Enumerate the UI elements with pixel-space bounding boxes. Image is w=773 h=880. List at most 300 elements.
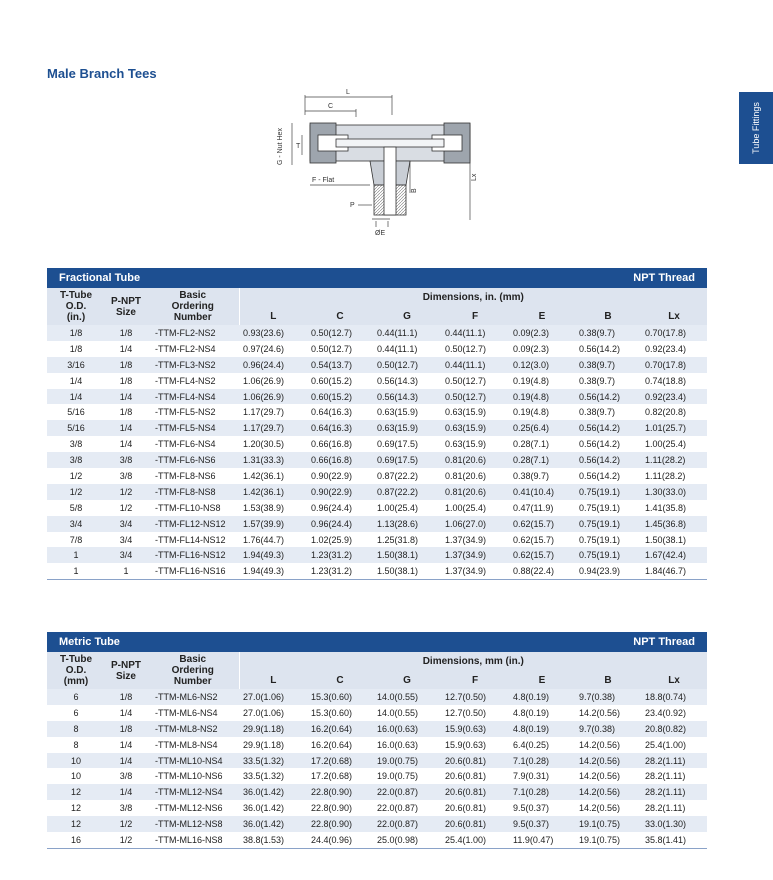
table-row bbox=[47, 721, 707, 737]
table-cell: 33.5(1.32) bbox=[239, 753, 307, 769]
label-c: C bbox=[328, 103, 334, 110]
table-row bbox=[47, 500, 707, 516]
label-lx: Lx bbox=[471, 173, 478, 181]
table-cell: 0.19(4.8) bbox=[509, 389, 575, 405]
table-cell: 1.13(28.6) bbox=[373, 516, 441, 532]
column-header-f: F bbox=[441, 307, 509, 325]
table-row bbox=[47, 452, 707, 468]
table-cell: 1 bbox=[47, 547, 105, 563]
table-cell: 16 bbox=[47, 832, 105, 848]
table-cell: 3/8 bbox=[119, 470, 133, 481]
table-cell: 19.1(0.75) bbox=[575, 816, 641, 832]
table-cell: 0.81(20.6) bbox=[441, 484, 509, 500]
table-cell: 0.50(12.7) bbox=[307, 325, 373, 341]
header-dimensions: Dimensions, in. (mm) bbox=[239, 288, 707, 307]
table-cell: 27.0(1.06) bbox=[239, 689, 307, 705]
table-cell: 0.64(16.3) bbox=[311, 407, 353, 418]
table-cell: 3/16 bbox=[47, 357, 105, 373]
table-cell: -TTM-ML12-NS8 bbox=[147, 816, 239, 832]
table-cell: 0.38(9.7) bbox=[513, 470, 550, 481]
page-title: Male Branch Tees bbox=[47, 66, 157, 81]
table-cell: 33.0(1.30) bbox=[641, 816, 707, 832]
table-cell: 0.60(15.2) bbox=[311, 375, 353, 386]
table-cell: 0.88(22.4) bbox=[509, 563, 575, 579]
table-cell: 1/4 bbox=[105, 389, 147, 405]
table-cell: -TTM-FL5-NS4 bbox=[147, 420, 239, 436]
table-cell: 0.19(4.8) bbox=[513, 375, 550, 386]
table-row bbox=[47, 784, 707, 800]
table-cell: 1.42(36.1) bbox=[243, 470, 285, 481]
table-cell: 1.25(31.8) bbox=[377, 534, 419, 545]
table-cell: 29.9(1.18) bbox=[239, 721, 307, 737]
table-cell: 0.50(12.7) bbox=[445, 343, 487, 354]
table-cell: -TTM-ML12-NS6 bbox=[155, 803, 223, 814]
table-cell: 3/8 bbox=[119, 803, 133, 814]
table-cell: 8 bbox=[47, 721, 105, 737]
table-cell: 0.56(14.2) bbox=[579, 343, 621, 354]
table-row bbox=[47, 689, 707, 705]
table-cell: 0.70(17.8) bbox=[641, 325, 707, 341]
table-cell: 1.45(36.8) bbox=[641, 516, 707, 532]
table-cell: 1.37(34.9) bbox=[441, 547, 509, 563]
table-row bbox=[47, 484, 707, 500]
table-row bbox=[47, 373, 707, 389]
table-cell: 0.66(16.8) bbox=[311, 439, 353, 450]
table-cell: 0.38(9.7) bbox=[575, 357, 641, 373]
table-cell: 1/4 bbox=[119, 739, 133, 750]
table-cell: 1.42(36.1) bbox=[239, 484, 307, 500]
table-cell: 0.25(6.4) bbox=[509, 420, 575, 436]
column-header-l: L bbox=[239, 307, 307, 325]
header-ttube: T-Tube O.D. (mm) bbox=[47, 652, 105, 689]
table-cell: 10 bbox=[70, 771, 81, 782]
table-cell: 4.8(0.19) bbox=[509, 721, 575, 737]
table-cell: 38.8(1.53) bbox=[239, 832, 307, 848]
table-cell: 14.2(0.56) bbox=[575, 753, 641, 769]
header-ordering-number: Basic Ordering Number bbox=[147, 652, 239, 689]
table-cell: -TTM-FL2-NS2 bbox=[147, 325, 239, 341]
table-cell: 28.2(1.11) bbox=[641, 784, 707, 800]
table-cell: 19.1(0.75) bbox=[575, 832, 641, 848]
table-cell: 0.60(15.2) bbox=[307, 389, 373, 405]
table-cell: 1/2 bbox=[105, 484, 147, 500]
table-cell: 1.23(31.2) bbox=[307, 563, 373, 579]
table-cell: 1/4 bbox=[105, 420, 147, 436]
table-cell: 1/4 bbox=[105, 753, 147, 769]
table-row bbox=[47, 404, 707, 420]
table-cell: 14.0(0.55) bbox=[377, 707, 419, 718]
table-cell: 4.8(0.19) bbox=[513, 707, 550, 718]
table-cell: -TTM-FL4-NS2 bbox=[155, 375, 216, 386]
table-cell: 3/4 bbox=[47, 516, 105, 532]
label-p: P bbox=[350, 202, 355, 209]
table-cell: 3/4 bbox=[105, 516, 147, 532]
metric-table-block bbox=[47, 632, 707, 849]
table-cell: 0.28(7.1) bbox=[509, 452, 575, 468]
column-header-l: L bbox=[239, 671, 307, 689]
table-cell: 12 bbox=[47, 816, 105, 832]
table-cell: 5/16 bbox=[67, 407, 85, 418]
label-f: F - Flat bbox=[312, 177, 335, 184]
table-cell: 0.38(9.7) bbox=[579, 375, 616, 386]
table-cell: -TTM-FL2-NS4 bbox=[155, 343, 216, 354]
metric-thread: NPT Thread bbox=[633, 636, 695, 648]
column-header-lx: Lx bbox=[641, 671, 707, 689]
table-cell: -TTM-FL4-NS4 bbox=[147, 389, 239, 405]
table-cell: 1/2 bbox=[47, 484, 105, 500]
table-cell: 25.4(1.00) bbox=[441, 832, 509, 848]
table-cell: 1/4 bbox=[119, 707, 133, 718]
table-cell: 0.54(13.7) bbox=[307, 357, 373, 373]
table-cell: 0.63(15.9) bbox=[445, 407, 487, 418]
table-cell: 0.09(2.3) bbox=[509, 325, 575, 341]
table-cell: -TTM-FL6-NS4 bbox=[155, 439, 216, 450]
table-row bbox=[47, 705, 707, 721]
table-cell: 1.01(25.7) bbox=[641, 420, 707, 436]
table-cell: 0.66(16.8) bbox=[307, 452, 373, 468]
table-cell: 1.23(31.2) bbox=[307, 547, 373, 563]
header-pnpt: P-NPT Size bbox=[105, 288, 147, 325]
table-cell: 15.9(0.63) bbox=[441, 721, 509, 737]
table-cell: 0.44(11.1) bbox=[377, 343, 418, 354]
table-cell: 1/8 bbox=[105, 357, 147, 373]
table-row bbox=[47, 357, 707, 373]
table-row bbox=[47, 547, 707, 563]
table-cell: 9.5(0.37) bbox=[509, 816, 575, 832]
table-cell: 0.82(20.8) bbox=[645, 407, 687, 418]
column-header-c: C bbox=[307, 671, 373, 689]
table-row bbox=[47, 436, 707, 452]
table-cell: 0.56(14.2) bbox=[579, 439, 621, 450]
table-cell: 0.75(19.1) bbox=[575, 516, 641, 532]
table-cell: 1.02(25.9) bbox=[311, 534, 353, 545]
table-cell: -TTM-FL8-NS6 bbox=[155, 470, 216, 481]
table-cell: 1.57(39.9) bbox=[239, 516, 307, 532]
table-row bbox=[47, 753, 707, 769]
table-cell: 0.41(10.4) bbox=[509, 484, 575, 500]
table-cell: 1.06(26.9) bbox=[239, 389, 307, 405]
table-row bbox=[47, 325, 707, 341]
table-cell: 18.8(0.74) bbox=[641, 689, 707, 705]
table-cell: 35.8(1.41) bbox=[641, 832, 707, 848]
table-cell: 0.70(17.8) bbox=[641, 357, 707, 373]
table-cell: 4.8(0.19) bbox=[509, 689, 575, 705]
table-cell: 1.94(49.3) bbox=[239, 547, 307, 563]
table-cell: 17.2(0.68) bbox=[311, 771, 353, 782]
table-cell: 1.50(38.1) bbox=[373, 563, 441, 579]
table-cell: 1/2 bbox=[69, 470, 83, 481]
table-cell: 3/8 bbox=[47, 452, 105, 468]
label-b: B bbox=[411, 188, 418, 193]
column-header-e: E bbox=[509, 307, 575, 325]
table-cell: -TTM-FL10-NS8 bbox=[155, 502, 221, 513]
table-cell: 16.2(0.64) bbox=[307, 721, 373, 737]
table-cell: 28.2(1.11) bbox=[645, 803, 686, 814]
table-cell: 0.63(15.9) bbox=[445, 439, 487, 450]
table-row bbox=[47, 563, 707, 579]
table-cell: 1 bbox=[105, 563, 147, 579]
table-cell: 1.06(27.0) bbox=[441, 516, 509, 532]
table-cell: 9.5(0.37) bbox=[513, 803, 550, 814]
table-cell: 8 bbox=[73, 739, 79, 750]
table-cell: 0.28(7.1) bbox=[513, 439, 550, 450]
table-cell: 1.53(38.9) bbox=[243, 502, 285, 513]
table-cell: 0.90(22.9) bbox=[311, 470, 353, 481]
table-cell: 0.50(12.7) bbox=[373, 357, 441, 373]
table-cell: 6 bbox=[47, 689, 105, 705]
table-cell: 1.11(28.2) bbox=[641, 452, 707, 468]
table-cell: 1/2 bbox=[105, 832, 147, 848]
tee-diagram bbox=[260, 85, 500, 245]
table-cell: -TTM-ML8-NS4 bbox=[155, 739, 218, 750]
header-ttube: T-Tube O.D. (in.) bbox=[47, 288, 105, 325]
table-cell: 1.00(25.4) bbox=[445, 502, 487, 513]
table-cell: 1.41(35.8) bbox=[645, 502, 687, 513]
table-cell: 22.0(0.87) bbox=[373, 816, 441, 832]
table-cell: 1.17(29.7) bbox=[239, 420, 307, 436]
table-cell: 1.30(33.0) bbox=[641, 484, 707, 500]
table-cell: 20.6(0.81) bbox=[445, 771, 487, 782]
table-cell: 0.56(14.2) bbox=[575, 389, 641, 405]
table-cell: 0.62(15.7) bbox=[509, 547, 575, 563]
table-cell: 1/8 bbox=[105, 689, 147, 705]
table-cell: 1/8 bbox=[105, 325, 147, 341]
label-l: L bbox=[346, 89, 350, 96]
table-cell: 1.00(25.4) bbox=[645, 439, 687, 450]
table-cell: 0.75(19.1) bbox=[579, 534, 621, 545]
table-cell: 22.0(0.87) bbox=[377, 803, 419, 814]
table-cell: 1/4 bbox=[119, 439, 133, 450]
table-cell: 28.2(1.11) bbox=[641, 753, 707, 769]
table-cell: 0.96(24.4) bbox=[239, 357, 307, 373]
table-cell: 0.92(23.4) bbox=[641, 389, 707, 405]
table-cell: 14.2(0.56) bbox=[579, 771, 621, 782]
table-cell: 1/4 bbox=[105, 784, 147, 800]
table-row bbox=[47, 516, 707, 532]
header-ordering-number: Basic Ordering Number bbox=[147, 288, 239, 325]
table-cell: 0.38(9.7) bbox=[575, 325, 641, 341]
table-cell: -TTM-ML8-NS2 bbox=[147, 721, 239, 737]
table-row bbox=[47, 341, 707, 357]
table-cell: 36.0(1.42) bbox=[243, 803, 285, 814]
table-cell: 9.7(0.38) bbox=[575, 689, 641, 705]
table-cell: -TTM-FL12-NS12 bbox=[147, 516, 239, 532]
table-cell: 3/8 bbox=[105, 452, 147, 468]
table-cell: 12 bbox=[70, 803, 81, 814]
column-header-f: F bbox=[441, 671, 509, 689]
table-cell: 16.0(0.63) bbox=[377, 739, 419, 750]
table-cell: 1/8 bbox=[119, 407, 133, 418]
table-cell: -TTM-FL14-NS12 bbox=[155, 534, 226, 545]
tee-body bbox=[310, 123, 470, 215]
table-cell: 20.6(0.81) bbox=[445, 803, 487, 814]
table-cell: 7/8 bbox=[69, 534, 83, 545]
table-cell: 3/4 bbox=[119, 534, 133, 545]
table-cell: 20.6(0.81) bbox=[441, 816, 509, 832]
table-cell: 1/8 bbox=[119, 375, 133, 386]
table-cell: 1/4 bbox=[119, 343, 133, 354]
table-cell: 0.56(14.3) bbox=[373, 389, 441, 405]
table-cell: 15.3(0.60) bbox=[311, 707, 353, 718]
table-cell: 17.2(0.68) bbox=[307, 753, 373, 769]
table-cell: -TTM-FL16-NS12 bbox=[147, 547, 239, 563]
side-section-tab bbox=[739, 92, 773, 164]
table-cell: 5/8 bbox=[69, 502, 83, 513]
table-cell: 0.44(11.1) bbox=[441, 357, 509, 373]
table-cell: 1.50(38.1) bbox=[373, 547, 441, 563]
header-pnpt: P-NPT Size bbox=[105, 652, 147, 689]
table-cell: 0.63(15.9) bbox=[441, 420, 509, 436]
table-cell: -TTM-ML16-NS8 bbox=[147, 832, 239, 848]
table-cell: 1.37(34.9) bbox=[441, 563, 509, 579]
table-cell: 22.8(0.90) bbox=[311, 803, 353, 814]
table-cell: 1/2 bbox=[119, 502, 133, 513]
table-cell: 19.0(0.75) bbox=[373, 753, 441, 769]
table-cell: 1/4 bbox=[69, 375, 83, 386]
table-cell: -TTM-ML6-NS2 bbox=[147, 689, 239, 705]
table-cell: 1.50(38.1) bbox=[645, 534, 687, 545]
table-cell: 1 bbox=[47, 563, 105, 579]
table-cell: 0.75(19.1) bbox=[579, 502, 621, 513]
table-cell: 22.0(0.87) bbox=[373, 784, 441, 800]
table-cell: -TTM-FL3-NS2 bbox=[147, 357, 239, 373]
table-cell: 16.0(0.63) bbox=[373, 721, 441, 737]
table-cell: 0.69(17.5) bbox=[373, 452, 441, 468]
table-cell: 6.4(0.25) bbox=[513, 739, 550, 750]
table-cell: 0.09(2.3) bbox=[513, 343, 550, 354]
table-cell: 15.9(0.63) bbox=[445, 739, 487, 750]
table-cell: 0.97(24.6) bbox=[243, 343, 285, 354]
table-cell: 0.63(15.9) bbox=[377, 407, 419, 418]
table-cell: 36.0(1.42) bbox=[239, 784, 307, 800]
table-cell: 20.6(0.81) bbox=[441, 753, 509, 769]
table-cell: 7.1(0.28) bbox=[509, 784, 575, 800]
table-cell: -TTM-FL5-NS2 bbox=[155, 407, 216, 418]
table-cell: 14.2(0.56) bbox=[579, 803, 621, 814]
table-cell: 0.56(14.2) bbox=[579, 470, 621, 481]
table-cell: 1.00(25.4) bbox=[377, 502, 419, 513]
table-cell: 0.81(20.6) bbox=[441, 452, 509, 468]
table-cell: 1.76(44.7) bbox=[243, 534, 285, 545]
table-row bbox=[47, 420, 707, 436]
table-cell: 1/2 bbox=[105, 816, 147, 832]
header-dimensions: Dimensions, mm (in.) bbox=[239, 652, 707, 671]
table-row bbox=[47, 800, 707, 816]
table-cell: 22.8(0.90) bbox=[307, 816, 373, 832]
table-cell: 5/16 bbox=[47, 420, 105, 436]
table-cell: 24.4(0.96) bbox=[307, 832, 373, 848]
table-cell: 0.94(23.9) bbox=[575, 563, 641, 579]
table-cell: 0.62(15.7) bbox=[509, 516, 575, 532]
table-cell: 20.6(0.81) bbox=[441, 784, 509, 800]
table-cell: 1.06(26.9) bbox=[243, 375, 285, 386]
table-cell: 1.20(30.5) bbox=[243, 439, 285, 450]
table-cell: 14.2(0.56) bbox=[579, 739, 621, 750]
fractional-title: Fractional Tube bbox=[59, 272, 141, 284]
table-cell: 1.17(29.7) bbox=[243, 407, 285, 418]
table-cell: -TTM-FL8-NS8 bbox=[147, 484, 239, 500]
table-cell: 20.8(0.82) bbox=[641, 721, 707, 737]
table-cell: 1.94(49.3) bbox=[239, 563, 307, 579]
table-cell: -TTM-FL6-NS6 bbox=[147, 452, 239, 468]
table-cell: 0.69(17.5) bbox=[377, 439, 419, 450]
fractional-table-header-bar bbox=[47, 268, 707, 288]
metric-table-header-bar bbox=[47, 632, 707, 652]
table-cell: 14.0(0.55) bbox=[373, 689, 441, 705]
table-cell: 1.31(33.3) bbox=[239, 452, 307, 468]
table-cell: 0.87(22.2) bbox=[373, 484, 441, 500]
column-header-g: G bbox=[373, 307, 441, 325]
column-header-c: C bbox=[307, 307, 373, 325]
table-cell: 0.90(22.9) bbox=[307, 484, 373, 500]
table-cell: 0.56(14.2) bbox=[575, 452, 641, 468]
column-header-e: E bbox=[509, 671, 575, 689]
table-cell: 0.44(11.1) bbox=[441, 325, 509, 341]
table-cell: 7.1(0.28) bbox=[509, 753, 575, 769]
metric-title: Metric Tube bbox=[59, 636, 120, 648]
table-row bbox=[47, 832, 707, 848]
table-row bbox=[47, 737, 707, 753]
table-cell: 0.47(11.9) bbox=[513, 502, 554, 513]
table-cell: 0.44(11.1) bbox=[373, 325, 441, 341]
table-cell: 0.50(12.7) bbox=[311, 343, 353, 354]
column-header-g: G bbox=[373, 671, 441, 689]
table-cell: -TTM-ML12-NS4 bbox=[147, 784, 239, 800]
fractional-table bbox=[47, 288, 707, 580]
table-cell: 33.5(1.32) bbox=[243, 771, 285, 782]
table-cell: 1.67(42.4) bbox=[641, 547, 707, 563]
table-cell: 0.63(15.9) bbox=[373, 420, 441, 436]
table-cell: 11.9(0.47) bbox=[509, 832, 575, 848]
table-cell: -TTM-ML10-NS4 bbox=[147, 753, 239, 769]
label-t: T bbox=[296, 143, 301, 150]
table-cell: 0.56(14.3) bbox=[377, 375, 419, 386]
table-row bbox=[47, 532, 707, 548]
table-cell: 6 bbox=[73, 707, 79, 718]
table-row bbox=[47, 389, 707, 405]
label-e: ØE bbox=[375, 230, 386, 237]
fractional-thread: NPT Thread bbox=[633, 272, 695, 284]
table-cell: 14.2(0.56) bbox=[575, 784, 641, 800]
table-cell: 22.8(0.90) bbox=[307, 784, 373, 800]
table-cell: 12.7(0.50) bbox=[441, 689, 509, 705]
table-cell: 7.9(0.31) bbox=[513, 771, 550, 782]
table-cell: 3/8 bbox=[119, 771, 133, 782]
column-header-b: B bbox=[575, 671, 641, 689]
table-cell: -TTM-ML10-NS6 bbox=[155, 771, 223, 782]
table-cell: 0.62(15.7) bbox=[513, 534, 555, 545]
table-cell: 19.0(0.75) bbox=[377, 771, 419, 782]
table-cell: 25.0(0.98) bbox=[373, 832, 441, 848]
table-cell: 1/8 bbox=[105, 721, 147, 737]
fractional-table-block bbox=[47, 268, 707, 580]
table-cell: 25.4(1.00) bbox=[645, 739, 687, 750]
table-cell: 16.2(0.64) bbox=[311, 739, 353, 750]
table-cell: -TTM-FL16-NS16 bbox=[147, 563, 239, 579]
table-cell: 1/8 bbox=[69, 343, 83, 354]
label-g: G - Nut Hex bbox=[277, 128, 284, 165]
table-cell: 1/8 bbox=[47, 325, 105, 341]
table-cell: 1.11(28.2) bbox=[645, 470, 686, 481]
table-cell: 0.81(20.6) bbox=[445, 470, 487, 481]
table-cell: 0.38(9.7) bbox=[579, 407, 616, 418]
table-cell: 0.74(18.8) bbox=[645, 375, 687, 386]
column-header-lx: Lx bbox=[641, 307, 707, 325]
table-cell: 12.7(0.50) bbox=[445, 707, 487, 718]
table-cell: 0.93(23.6) bbox=[239, 325, 307, 341]
metric-table bbox=[47, 652, 707, 849]
table-cell: 14.2(0.56) bbox=[579, 707, 621, 718]
